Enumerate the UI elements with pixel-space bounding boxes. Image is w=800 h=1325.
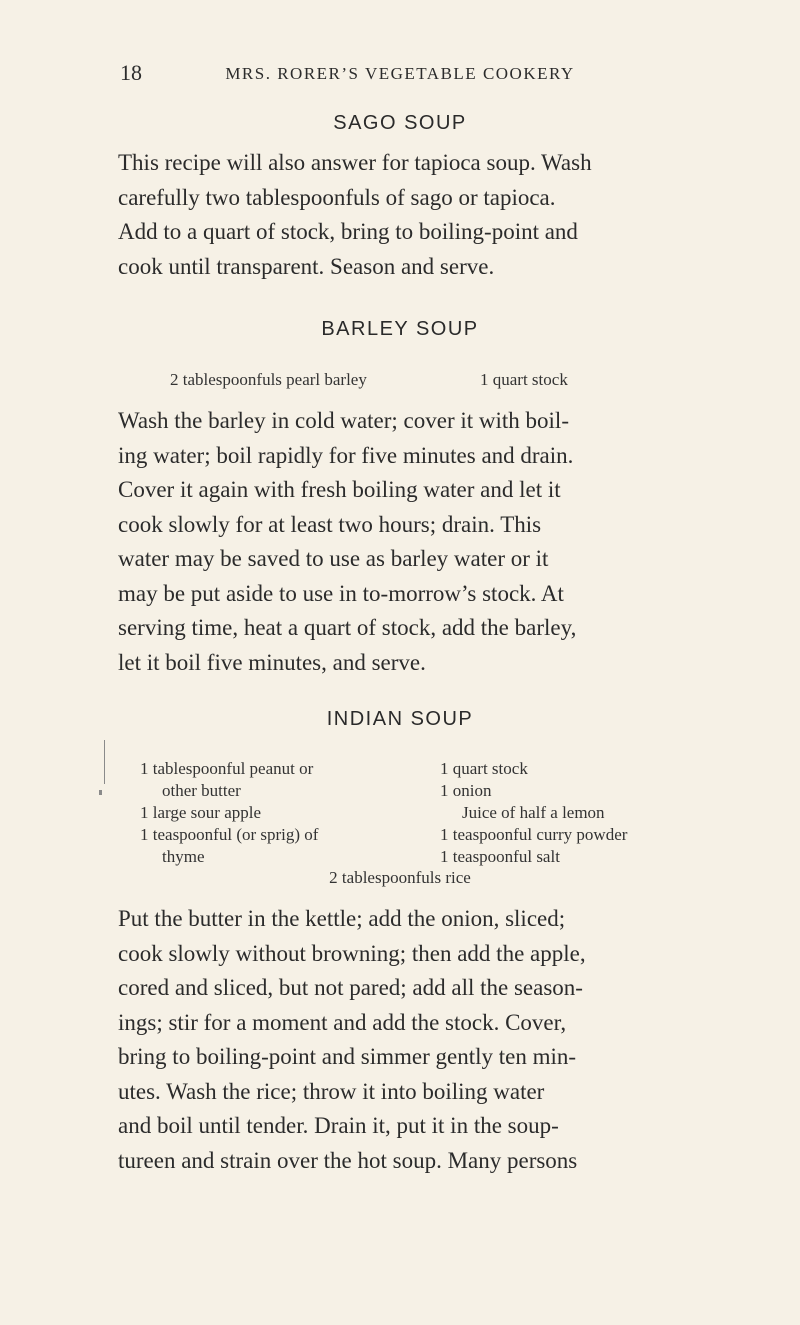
running-head <box>120 60 680 90</box>
ingredient: 1 onion <box>440 781 492 800</box>
indian-soup-text <box>118 902 686 1178</box>
running-title: MRS. RORER’S VEGETABLE COOKERY <box>225 64 575 83</box>
text-line: cook until transparent. Season and serve. <box>118 253 495 279</box>
sago-soup-heading: SAGO SOUP <box>333 112 467 134</box>
indian-soup-heading: INDIAN SOUP <box>326 708 474 730</box>
text-line: ing water; boil rapidly for five minutes and drain. <box>118 442 574 468</box>
text-line: carefully two tablespoonfuls of sago or tapioca. <box>118 184 556 210</box>
text-line: may be put aside to use in to-morrow’s stock. At <box>118 580 564 606</box>
indian-ingredients-left <box>140 758 318 868</box>
sago-soup-text <box>118 146 686 284</box>
barley-ingredients <box>170 370 640 390</box>
ingredient: 1 quart stock <box>440 759 528 778</box>
ingredient: Juice of half a lemon <box>462 803 605 822</box>
text-line: let it boil five minutes, and serve. <box>118 649 426 675</box>
text-line: water may be saved to use as barley water or it <box>118 546 549 571</box>
text-line: ings; stir for a moment and add the stock. Cover, <box>118 1009 567 1035</box>
text-line: cook slowly without browning; then add the apple, <box>118 940 586 966</box>
text-line: Put the butter in the kettle; add the onion, sliced; <box>118 906 566 931</box>
text-line: cook slowly for at least two hours; drain. This <box>118 511 542 537</box>
page-number: 18 <box>120 60 142 85</box>
text-line: bring to boiling-point and simmer gently ten min- <box>118 1044 577 1069</box>
ingredient: 1 teaspoonful curry powder <box>440 825 628 844</box>
text-line: and boil until tender. Drain it, put it in the soup- <box>118 1113 559 1138</box>
ingredient: 2 tablespoonfuls rice <box>329 868 471 887</box>
text-line: Wash the barley in cold water; cover it with boil- <box>118 408 569 433</box>
text-line: cored and sliced, but not pared; add all the season- <box>118 975 583 1000</box>
text-line: utes. Wash the rice; throw it into boiling water <box>118 1078 545 1104</box>
text-line: This recipe will also answer for tapioca soup. Wash <box>118 150 592 175</box>
barley-soup-heading: BARLEY SOUP <box>321 318 479 340</box>
ingredient: thyme <box>162 847 205 866</box>
ingredient: other butter <box>162 781 241 800</box>
text-line: serving time, heat a quart of stock, add the barley, <box>118 615 577 640</box>
text-line: tureen and strain over the hot soup. Many persons <box>118 1147 578 1173</box>
ingredient: 1 quart stock <box>480 370 568 389</box>
ingredient: 1 teaspoonful (or sprig) of <box>140 825 319 844</box>
barley-soup-text <box>118 404 686 680</box>
margin-mark <box>99 790 102 795</box>
ingredient: 1 large sour apple <box>140 803 262 822</box>
indian-ingredients-right <box>440 758 627 868</box>
text-line: Add to a quart of stock, bring to boiling-point and <box>118 219 578 244</box>
text-line: Cover it again with fresh boiling water and let it <box>118 477 561 502</box>
ingredient: 2 tablespoonfuls pearl barley <box>170 370 367 389</box>
ingredient: 1 tablespoonful peanut or <box>140 759 314 778</box>
ingredient: 1 teaspoonful salt <box>440 847 560 866</box>
margin-mark <box>104 740 105 784</box>
